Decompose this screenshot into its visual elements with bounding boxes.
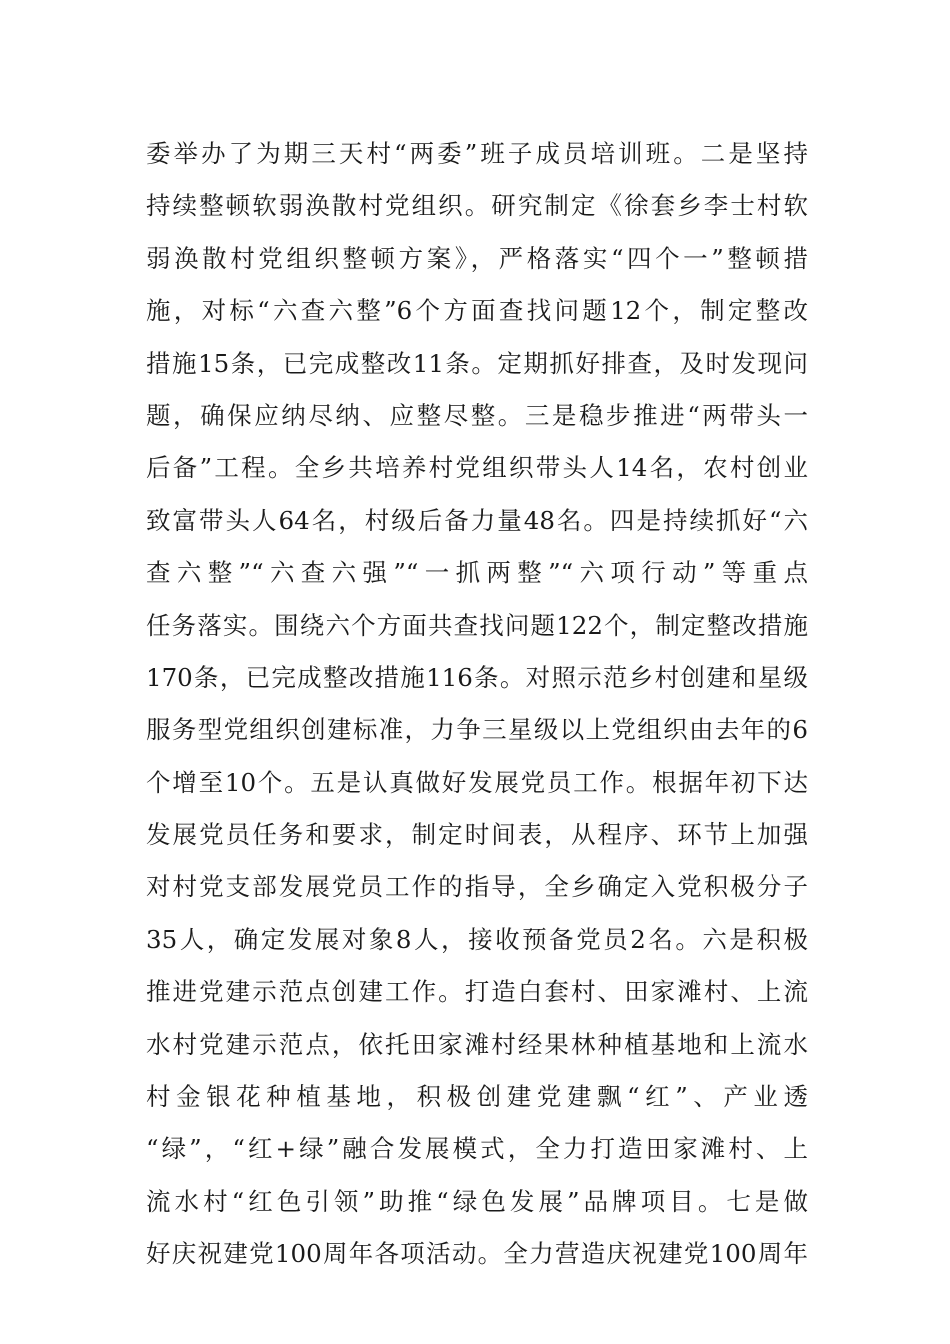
text-line: 措施15条，已完成整改11条。定期抓好排查，及时发现问 [146,348,808,378]
text-line: 致富带头人64名，村级后备力量48名。四是持续抓好“六 [146,505,808,535]
text-line: 服务型党组织创建标准，力争三星级以上党组织由去年的6 [146,715,808,745]
text-line: 弱涣散村党组织整顿方案》，严格落实“四个一”整顿措 [146,243,808,273]
text-line: 对村党支部发展党员工作的指导，全乡确定入党积极分子 [146,872,808,902]
text-line: 任务落实。围绕六个方面共查找问题122个，制定整改措施 [146,610,808,640]
text-line: 发展党员任务和要求，制定时间表，从程序、环节上加强 [146,820,808,850]
text-line: 流水村“红色引领”助推“绿色发展”品牌项目。七是做 [146,1186,808,1216]
text-line: 查六整”“六查六强”“一抓两整”“六项行动”等重点 [146,558,808,588]
text-line: 35人，确定发展对象8人，接收预备党员2名。六是积极 [146,924,808,954]
text-line: 后备”工程。全乡共培养村党组织带头人14名，农村创业 [146,453,808,483]
text-line: 持续整顿软弱涣散村党组织。研究制定《徐套乡李士村软 [146,191,808,221]
text-line: 村金银花种植基地，积极创建党建飘“红”、产业透 [146,1082,808,1112]
text-line: 委举办了为期三天村“两委”班子成员培训班。二是坚持 [146,139,808,168]
text-line: 好庆祝建党100周年各项活动。全力营造庆祝建党100周年 [146,1239,808,1269]
text-line: 题，确保应纳尽纳、应整尽整。三是稳步推进“两带头一 [146,400,808,430]
text-line: 推进党建示范点创建工作。打造白套村、田家滩村、上流 [146,977,808,1007]
text-line: 施，对标“六查六整”6个方面查找问题12个，制定整改 [146,296,808,326]
text-line: “绿”，“红+绿”融合发展模式，全力打造田家滩村、上 [146,1134,808,1164]
text-line: 个增至10个。五是认真做好发展党员工作。根据年初下达 [146,767,808,797]
text-line: 170条，已完成整改措施116条。对照示范乡村创建和星级 [146,662,808,692]
text-line: 水村党建示范点，依托田家滩村经果林种植基地和上流水 [146,1029,808,1059]
body-paragraph [146,128,808,1281]
